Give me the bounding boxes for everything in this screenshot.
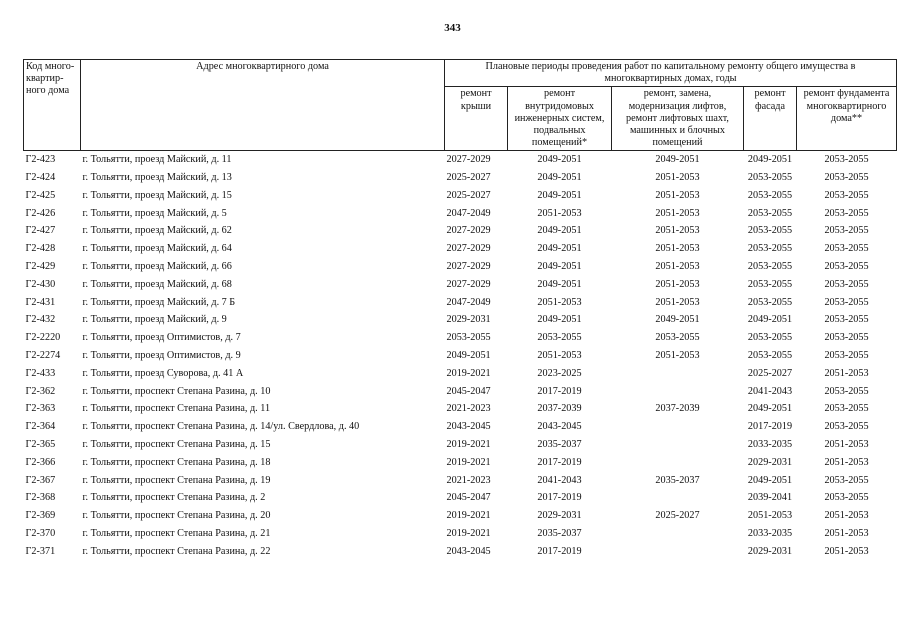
- facade-period-cell: 2053-2055: [747, 261, 793, 272]
- foundation-period-cell: 2051-2053: [824, 545, 869, 557]
- roof-period-cell: 2027-2029: [446, 278, 491, 290]
- facade-period-cell: 2049-2051: [747, 474, 793, 486]
- foundation-period-cell: 2051-2053: [824, 527, 869, 539]
- roof-period-cell: 2027-2029: [446, 154, 491, 166]
- header-facade: ремонт фасада: [744, 87, 797, 151]
- roof-period-cell: 2019-2021: [446, 367, 491, 379]
- elevators-period-cell: 2025-2027: [655, 510, 700, 522]
- code-cell: Г2-428: [25, 243, 56, 255]
- header-foundation: ремонт фундамента многоквартирного дома**: [797, 87, 897, 151]
- code-cell: Г2-370: [25, 527, 56, 539]
- systems-period-cell: 2049-2051: [537, 172, 582, 184]
- table-row: [24, 472, 897, 490]
- facade-period-cell: 2053-2055: [747, 207, 793, 219]
- elevators-period-cell: 2051-2053: [655, 189, 700, 201]
- address-cell: г. Тольятти, проезд Майский, д. 7 Б: [82, 296, 236, 308]
- roof-period-cell: 2027-2029: [446, 243, 491, 255]
- elevators-period-cell: 2051-2053: [655, 278, 700, 290]
- table-row: [24, 329, 897, 347]
- systems-period-cell: 2017-2019: [537, 545, 582, 557]
- table-row: [24, 436, 897, 454]
- header-code: Код много-квартир-ного дома: [24, 60, 81, 151]
- systems-period-cell: 2049-2051: [537, 154, 582, 166]
- facade-period-cell: 2051-2053: [747, 510, 793, 522]
- code-cell: Г2-426: [25, 207, 56, 219]
- elevators-period-cell: 2049-2051: [655, 154, 700, 166]
- systems-period-cell: 2049-2051: [537, 189, 582, 201]
- table-row: [24, 205, 897, 223]
- address-cell: г. Тольятти, проезд Майский, д. 9: [82, 314, 227, 326]
- foundation-period-cell: 2053-2055: [824, 278, 869, 290]
- table-row: [24, 347, 897, 365]
- table-row: [24, 240, 897, 258]
- table-row: [24, 543, 897, 561]
- systems-period-cell: 2051-2053: [537, 207, 582, 219]
- foundation-period-cell: 2053-2055: [824, 421, 869, 433]
- elevators-period-cell: [612, 454, 744, 472]
- facade-period-cell: 2029-2031: [747, 545, 793, 557]
- facade-period-cell: 2053-2055: [747, 172, 793, 184]
- table-row: [24, 187, 897, 205]
- elevators-period-cell: 2051-2053: [655, 172, 700, 184]
- table-row: [24, 525, 897, 543]
- systems-period-cell: 2043-2045: [537, 421, 582, 433]
- foundation-period-cell: 2053-2055: [824, 403, 869, 415]
- header-roof: ремонт крыши: [445, 87, 508, 151]
- foundation-period-cell: 2053-2055: [824, 492, 869, 504]
- header-elevators: ремонт, замена, модернизация лифтов, ремонт лифтовых шахт, машинных и блочных помещений: [612, 87, 744, 151]
- elevators-period-cell: [612, 418, 744, 436]
- elevators-period-cell: 2051-2053: [655, 296, 700, 308]
- roof-period-cell: 2019-2021: [446, 510, 491, 522]
- systems-period-cell: 2017-2019: [537, 492, 582, 504]
- roof-period-cell: 2019-2021: [446, 456, 491, 468]
- systems-period-cell: 2053-2055: [537, 332, 582, 344]
- table-row: [24, 169, 897, 187]
- systems-period-cell: 2049-2051: [537, 314, 582, 326]
- systems-period-cell: 2017-2019: [537, 456, 582, 468]
- roof-period-cell: 2029-2031: [446, 314, 491, 326]
- elevators-period-cell: [612, 490, 744, 508]
- elevators-period-cell: 2051-2053: [655, 207, 700, 219]
- foundation-period-cell: 2051-2053: [824, 510, 869, 522]
- code-cell: Г2-427: [25, 225, 56, 237]
- systems-period-cell: 2051-2053: [537, 349, 582, 361]
- code-cell: Г2-367: [25, 474, 56, 486]
- address-cell: г. Тольятти, проспект Степана Разина, д. 21: [82, 527, 271, 539]
- header-periods: Плановые периоды проведения работ по капитальному ремонту общего имущества в многоквартирных домах, годы: [445, 60, 897, 87]
- address-cell: г. Тольятти, проезд Майский, д. 13: [82, 172, 232, 184]
- facade-period-cell: 2029-2031: [747, 456, 793, 468]
- code-cell: Г2-368: [25, 492, 56, 504]
- facade-period-cell: 2033-2035: [747, 438, 793, 450]
- facade-period-cell: 2053-2055: [747, 296, 793, 308]
- table-row: [24, 312, 897, 330]
- address-cell: г. Тольятти, проезд Майский, д. 11: [82, 154, 232, 166]
- facade-period-cell: 2033-2035: [747, 527, 793, 539]
- roof-period-cell: 2049-2051: [446, 349, 491, 361]
- roof-period-cell: 2021-2023: [446, 474, 491, 486]
- address-cell: г. Тольятти, проспект Степана Разина, д. 22: [82, 545, 271, 557]
- header-address: Адрес многоквартирного дома: [81, 60, 445, 151]
- elevators-period-cell: 2035-2037: [655, 474, 700, 486]
- header-systems: ремонт внутридомовых инженерных систем, подвальных помещений*: [508, 87, 612, 151]
- address-cell: г. Тольятти, проспект Степана Разина, д. 18: [82, 456, 271, 468]
- elevators-period-cell: 2053-2055: [655, 332, 700, 344]
- address-cell: г. Тольятти, проезд Оптимистов, д. 9: [82, 349, 241, 361]
- code-cell: Г2-429: [25, 261, 56, 272]
- roof-period-cell: 2045-2047: [446, 492, 491, 504]
- elevators-period-cell: [612, 365, 744, 383]
- facade-period-cell: 2049-2051: [747, 403, 793, 415]
- facade-period-cell: 2053-2055: [747, 278, 793, 290]
- table-row: [24, 490, 897, 508]
- roof-period-cell: 2021-2023: [446, 403, 491, 415]
- foundation-period-cell: 2051-2053: [824, 456, 869, 468]
- table-row: [24, 276, 897, 294]
- facade-period-cell: 2017-2019: [747, 421, 793, 433]
- elevators-period-cell: [612, 525, 744, 543]
- foundation-period-cell: 2053-2055: [824, 172, 869, 184]
- code-cell: Г2-432: [25, 314, 56, 326]
- table-row: [24, 507, 897, 525]
- foundation-period-cell: 2051-2053: [824, 367, 869, 379]
- systems-period-cell: 2049-2051: [537, 243, 582, 255]
- systems-period-cell: 2049-2051: [537, 278, 582, 290]
- code-cell: Г2-2220: [25, 332, 61, 344]
- table-row: [24, 258, 897, 276]
- facade-period-cell: 2049-2051: [747, 314, 793, 326]
- facade-period-cell: 2041-2043: [747, 385, 793, 397]
- elevators-period-cell: 2049-2051: [655, 314, 700, 326]
- roof-period-cell: 2025-2027: [446, 172, 491, 184]
- address-cell: г. Тольятти, проспект Степана Разина, д. 19: [82, 474, 271, 486]
- address-cell: г. Тольятти, проспект Степана Разина, д. 20: [82, 510, 271, 522]
- roof-period-cell: 2047-2049: [446, 296, 491, 308]
- code-cell: Г2-430: [25, 278, 56, 290]
- elevators-period-cell: 2051-2053: [655, 243, 700, 255]
- code-cell: Г2-423: [25, 154, 56, 166]
- table-row: [24, 383, 897, 401]
- address-cell: г. Тольятти, проспект Степана Разина, д. 10: [82, 385, 271, 397]
- code-cell: Г2-364: [25, 421, 56, 433]
- table-row: [24, 151, 897, 169]
- foundation-period-cell: 2053-2055: [824, 243, 869, 255]
- code-cell: Г2-365: [25, 438, 56, 450]
- address-cell: г. Тольятти, проспект Степана Разина, д. 11: [82, 403, 271, 415]
- foundation-period-cell: 2053-2055: [824, 207, 869, 219]
- foundation-period-cell: 2053-2055: [824, 189, 869, 201]
- elevators-period-cell: 2037-2039: [655, 403, 700, 415]
- facade-period-cell: 2053-2055: [747, 225, 793, 237]
- elevators-period-cell: 2051-2053: [655, 349, 700, 361]
- systems-period-cell: 2017-2019: [537, 385, 582, 397]
- facade-period-cell: 2053-2055: [747, 243, 793, 255]
- roof-period-cell: 2053-2055: [446, 332, 491, 344]
- address-cell: г. Тольятти, проезд Майский, д. 62: [82, 225, 232, 237]
- address-cell: г. Тольятти, проезд Майский, д. 66: [82, 261, 232, 272]
- address-cell: г. Тольятти, проезд Майский, д. 64: [82, 243, 232, 255]
- code-cell: Г2-366: [25, 456, 56, 468]
- code-cell: Г2-425: [25, 189, 56, 201]
- roof-period-cell: 2019-2021: [446, 527, 491, 539]
- address-cell: г. Тольятти, проезд Майский, д. 68: [82, 278, 232, 290]
- roof-period-cell: 2047-2049: [446, 207, 491, 219]
- code-cell: Г2-362: [25, 385, 56, 397]
- facade-period-cell: 2053-2055: [747, 332, 793, 344]
- systems-period-cell: 2035-2037: [537, 438, 582, 450]
- systems-period-cell: 2035-2037: [537, 527, 582, 539]
- foundation-period-cell: 2053-2055: [824, 154, 869, 166]
- address-cell: г. Тольятти, проезд Майский, д. 5: [82, 207, 227, 219]
- roof-period-cell: 2027-2029: [446, 225, 491, 237]
- address-cell: г. Тольятти, проспект Степана Разина, д. 2: [82, 492, 266, 504]
- facade-period-cell: 2049-2051: [747, 154, 793, 166]
- code-cell: Г2-2274: [25, 349, 61, 361]
- table-header: [24, 60, 897, 151]
- capital-repair-table: [23, 59, 897, 561]
- foundation-period-cell: 2053-2055: [824, 296, 869, 308]
- systems-period-cell: 2023-2025: [537, 367, 582, 379]
- code-cell: Г2-433: [25, 367, 56, 379]
- table-row: [24, 454, 897, 472]
- address-cell: г. Тольятти, проспект Степана Разина, д. 14/ул. Свердлова, д. 40: [82, 421, 360, 433]
- systems-period-cell: 2041-2043: [537, 474, 582, 486]
- foundation-period-cell: 2053-2055: [824, 385, 869, 397]
- facade-period-cell: 2039-2041: [747, 492, 793, 504]
- roof-period-cell: 2019-2021: [446, 438, 491, 450]
- systems-period-cell: 2051-2053: [537, 296, 582, 308]
- code-cell: Г2-363: [25, 403, 56, 415]
- systems-period-cell: 2037-2039: [537, 403, 582, 415]
- address-cell: г. Тольятти, проезд Майский, д. 15: [82, 189, 232, 201]
- foundation-period-cell: 2051-2053: [824, 438, 869, 450]
- foundation-period-cell: 2053-2055: [824, 314, 869, 326]
- systems-period-cell: 2049-2051: [537, 225, 582, 237]
- address-cell: г. Тольятти, проезд Суворова, д. 41 А: [82, 367, 244, 379]
- elevators-period-cell: 2051-2053: [655, 225, 700, 237]
- page-number: 343: [444, 22, 461, 34]
- roof-period-cell: 2027-2029: [446, 261, 491, 272]
- elevators-period-cell: [612, 436, 744, 454]
- table-row: [24, 294, 897, 312]
- elevators-period-cell: 2051-2053: [655, 261, 700, 272]
- roof-period-cell: 2025-2027: [446, 189, 491, 201]
- code-cell: Г2-431: [25, 296, 56, 308]
- address-cell: г. Тольятти, проезд Оптимистов, д. 7: [82, 332, 241, 344]
- facade-period-cell: 2053-2055: [747, 349, 793, 361]
- roof-period-cell: 2045-2047: [446, 385, 491, 397]
- foundation-period-cell: 2053-2055: [824, 332, 869, 344]
- facade-period-cell: 2025-2027: [747, 367, 793, 379]
- foundation-period-cell: 2053-2055: [824, 261, 869, 272]
- table-row: [24, 418, 897, 436]
- code-cell: Г2-371: [25, 545, 56, 557]
- table-row: [24, 401, 897, 419]
- code-cell: Г2-369: [25, 510, 56, 522]
- foundation-period-cell: 2053-2055: [824, 474, 869, 486]
- table-row: [24, 223, 897, 241]
- systems-period-cell: 2049-2051: [537, 261, 582, 272]
- address-cell: г. Тольятти, проспект Степана Разина, д. 15: [82, 438, 271, 450]
- systems-period-cell: 2029-2031: [537, 510, 582, 522]
- elevators-period-cell: [612, 543, 744, 561]
- table-body: [24, 151, 897, 561]
- elevators-period-cell: [612, 383, 744, 401]
- roof-period-cell: 2043-2045: [446, 545, 491, 557]
- facade-period-cell: 2053-2055: [747, 189, 793, 201]
- roof-period-cell: 2043-2045: [446, 421, 491, 433]
- code-cell: Г2-424: [25, 172, 56, 184]
- foundation-period-cell: 2053-2055: [824, 225, 869, 237]
- foundation-period-cell: 2053-2055: [824, 349, 869, 361]
- table-row: [24, 365, 897, 383]
